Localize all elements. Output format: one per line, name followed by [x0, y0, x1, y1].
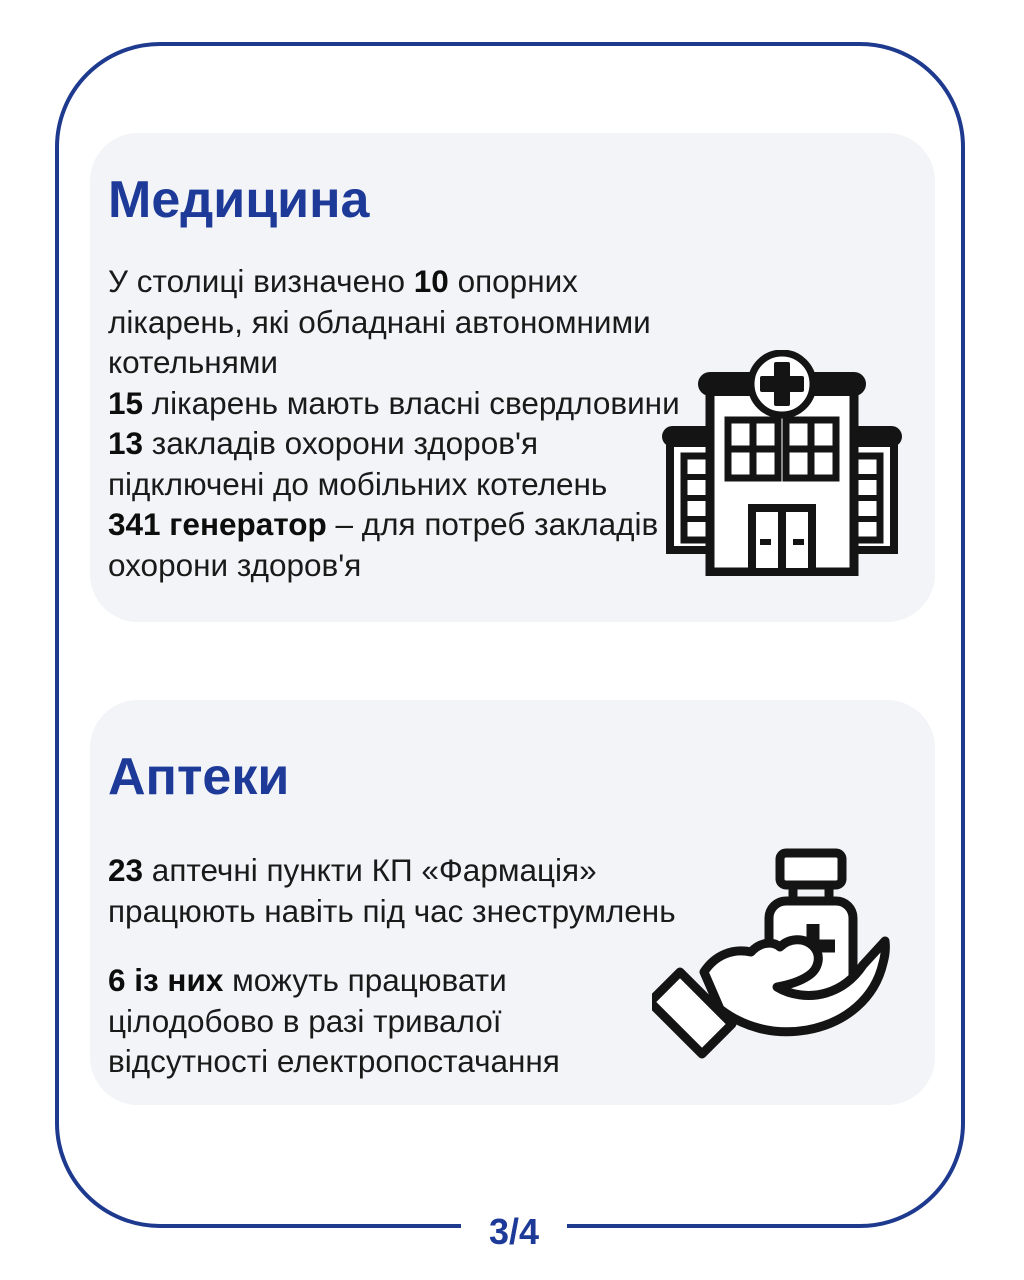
text-segment: підключені до мобільних котелень — [108, 465, 608, 502]
text-segment: У столиці визначено — [108, 263, 414, 299]
stat-value: 13 — [108, 425, 144, 461]
text-segment: закладів охорони здоров'я — [143, 425, 539, 461]
medical-cross-emblem — [751, 353, 813, 415]
hand-holding-medicine-icon — [652, 848, 894, 1070]
page-indicator: 3/4 — [461, 1209, 567, 1255]
medicine-card — [90, 133, 935, 622]
body-text-line — [108, 545, 680, 586]
text-segment: можуть працювати — [223, 962, 507, 998]
body-text-line — [108, 1041, 560, 1082]
stat-value: 341 генератор — [108, 506, 327, 542]
pharmacy-title: Аптеки — [108, 748, 290, 806]
pharmacy-paragraph-2 — [108, 960, 560, 1082]
body-text-line — [108, 302, 680, 343]
body-text-line — [108, 464, 680, 505]
stat-value: 10 — [413, 263, 449, 299]
stat-value: 23 — [108, 852, 144, 888]
body-text-line — [108, 261, 680, 302]
body-text-line — [108, 891, 676, 932]
hospital-building-icon — [658, 350, 906, 576]
text-segment: охорони здоров'я — [108, 546, 362, 583]
medicine-title: Медицина — [108, 171, 370, 229]
body-text-line — [108, 1001, 560, 1042]
pharmacy-card — [90, 700, 935, 1105]
text-segment: працюють навіть під час знеструмлень — [108, 892, 676, 929]
pharmacy-paragraph-1 — [108, 850, 676, 931]
body-text-line — [108, 960, 560, 1001]
text-segment: лікарень, які обладнані автономними — [108, 303, 651, 340]
text-segment: опорних — [448, 263, 578, 299]
body-text-line — [108, 383, 680, 424]
medicine-body-text — [108, 261, 680, 585]
body-text-line — [108, 423, 680, 464]
text-segment: лікарень мають власні свердловини — [143, 384, 680, 421]
body-text-line — [108, 504, 680, 545]
text-segment: – для потреб закладів — [326, 506, 659, 542]
body-text-line — [108, 342, 680, 383]
stat-value: 15 — [108, 384, 144, 421]
body-text-line — [108, 850, 676, 891]
text-segment: цілодобово в разі тривалої — [108, 1002, 502, 1039]
text-segment: відсутності електропостачання — [108, 1043, 560, 1079]
stat-value: 6 із них — [108, 962, 224, 998]
text-segment: котельнями — [108, 344, 279, 380]
hospital-door — [752, 508, 812, 572]
text-segment: аптечні пункти КП «Фармація» — [143, 852, 597, 888]
